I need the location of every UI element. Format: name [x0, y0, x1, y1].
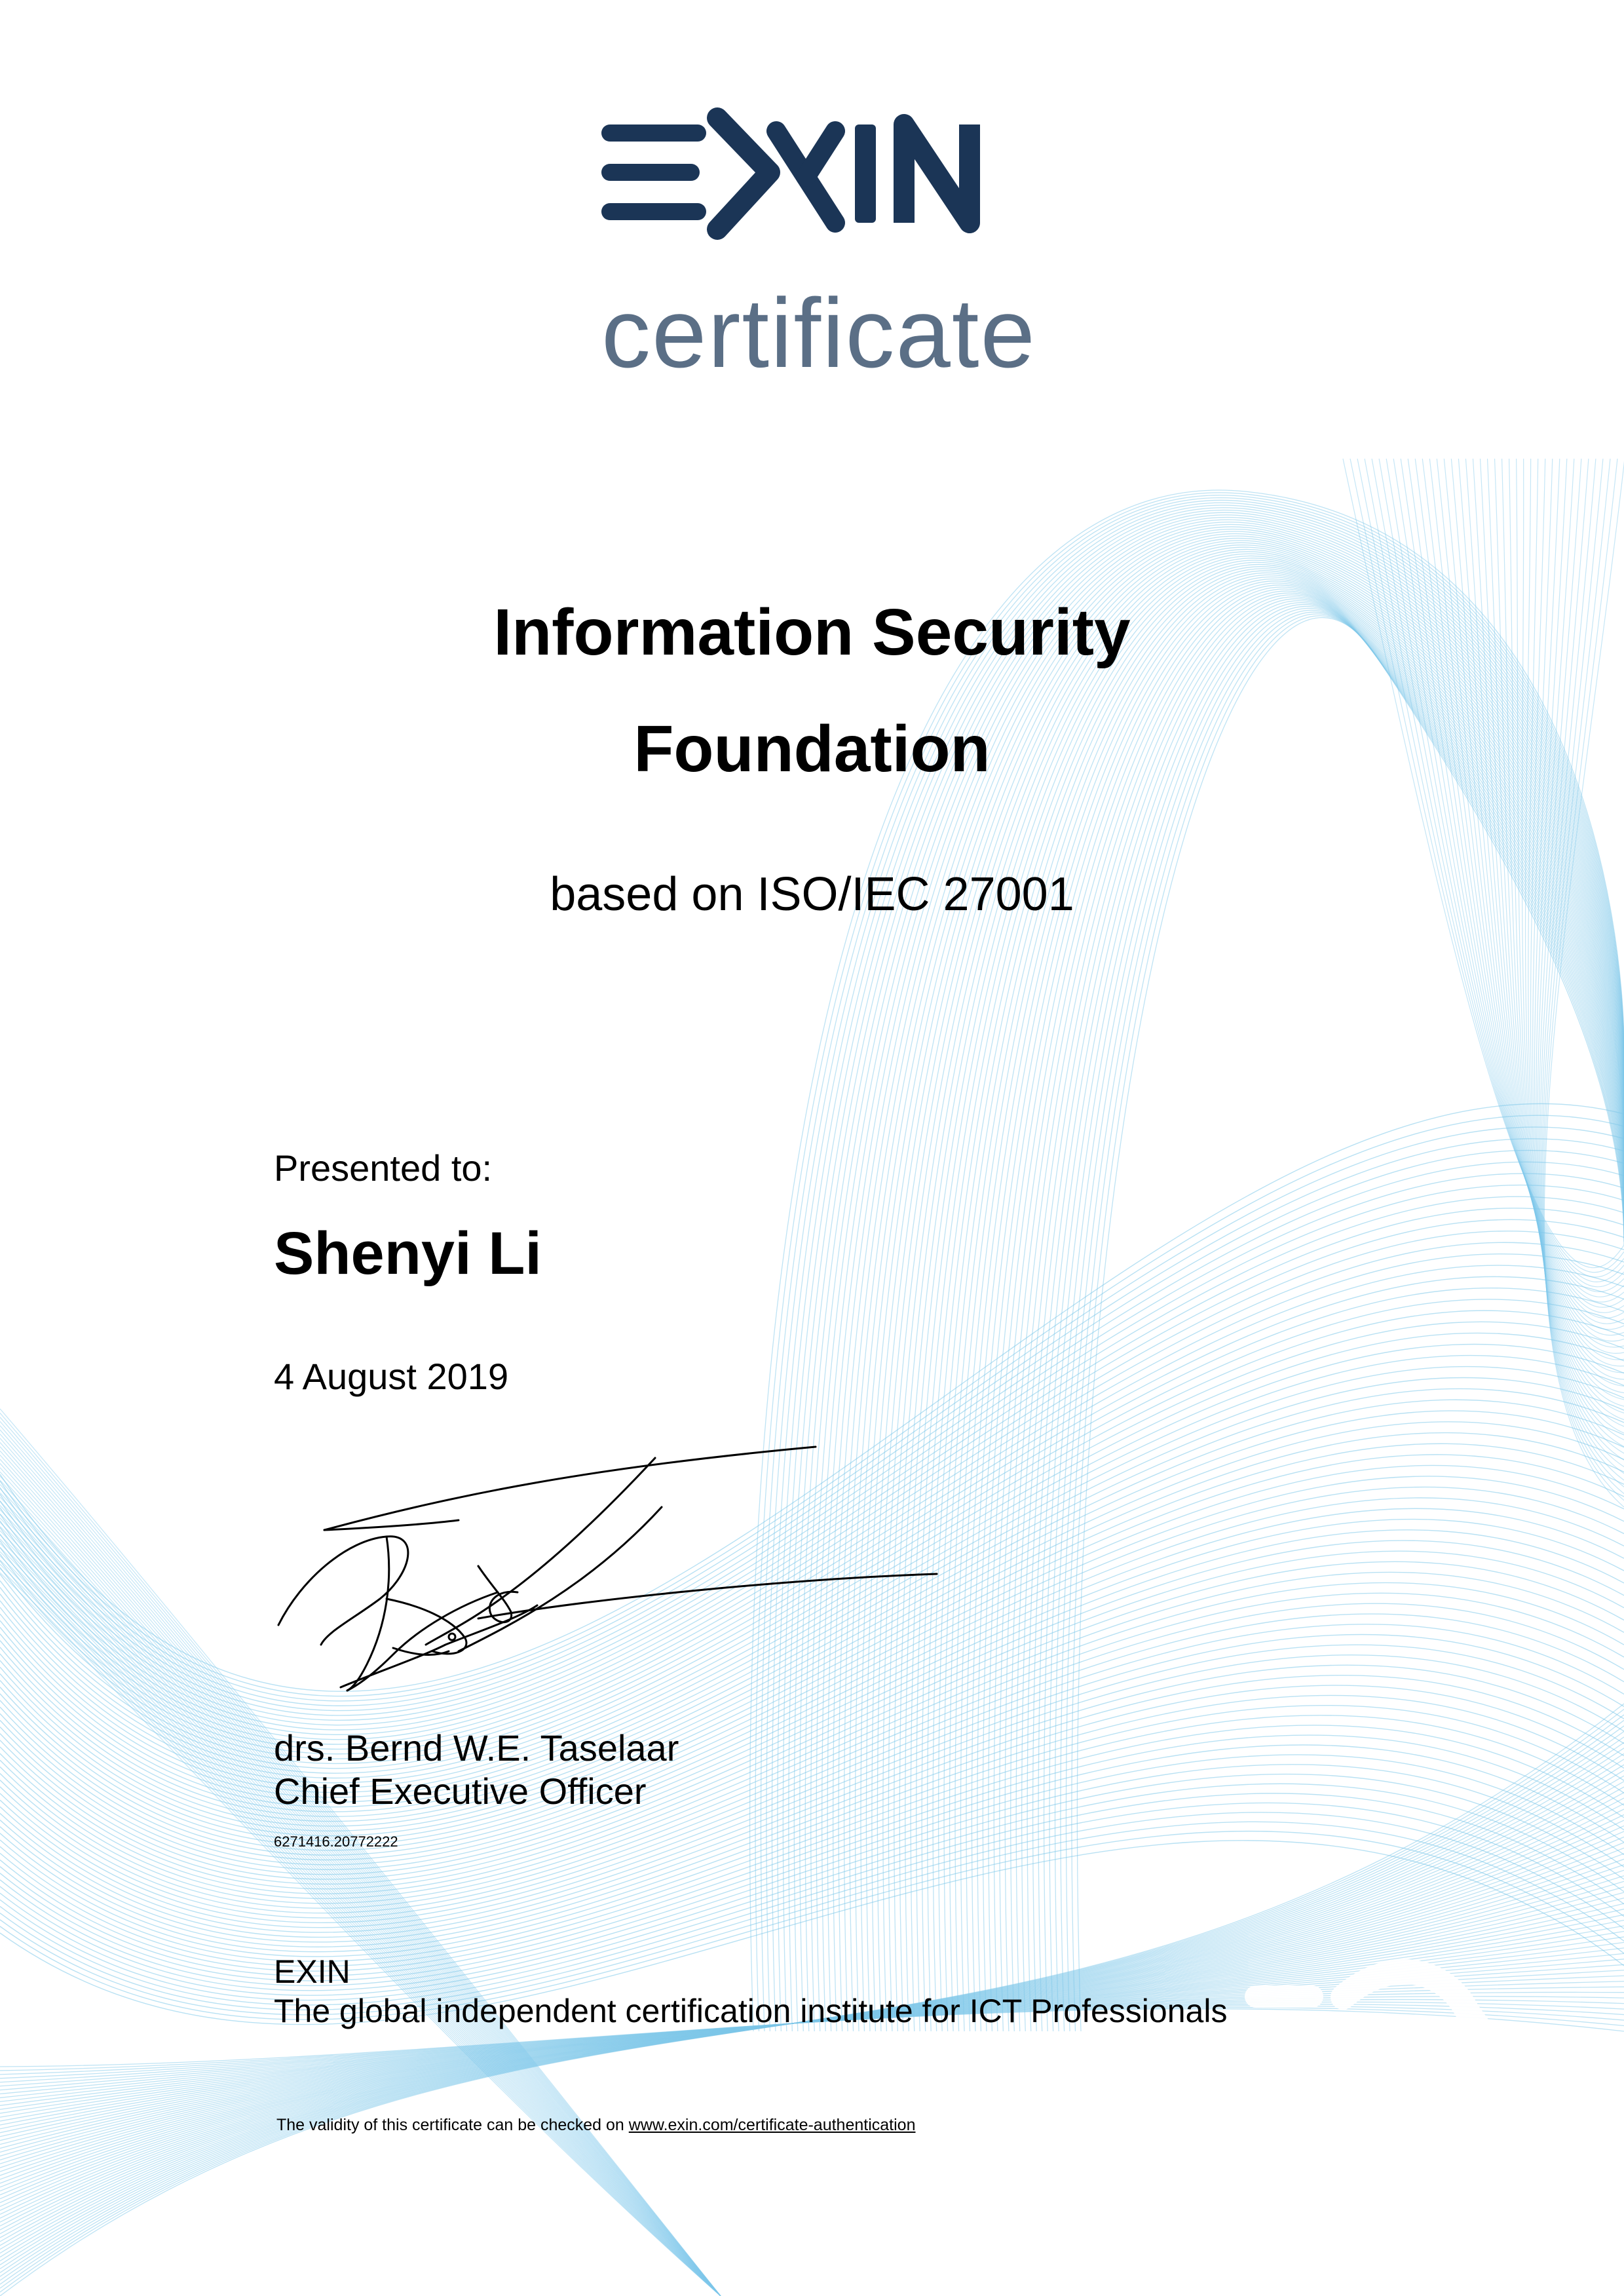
certificate-date: 4 August 2019	[274, 1356, 509, 1397]
signatory-name: drs. Bernd W.E. Taselaar	[274, 1727, 679, 1769]
signature-image	[262, 1428, 956, 1723]
organization-name: EXIN	[274, 1953, 350, 1990]
course-subtitle: based on ISO/IEC 27001	[550, 868, 1074, 921]
validity-text: The validity of this certificate can be checked on	[276, 2116, 629, 2134]
presented-to-label: Presented to:	[274, 1147, 493, 1189]
validity-note	[276, 2114, 915, 2135]
certificate-number: 6271416.20772222	[274, 1833, 398, 1850]
exin-arrow-watermark-icon	[1232, 1953, 1585, 2228]
exin-logo	[590, 98, 1048, 387]
recipient-name: Shenyi Li	[274, 1220, 542, 1287]
course-title-line-2: Foundation	[633, 712, 991, 786]
validity-link[interactable]: www.exin.com/certificate-authentication	[628, 2116, 916, 2134]
signatory-title: Chief Executive Officer	[274, 1770, 647, 1812]
organization-tagline: The global independent certification institute for ICT Professionals	[274, 1993, 1228, 2029]
logo-tagline: certificate	[601, 278, 1036, 387]
course-title-line-1: Information Security	[493, 596, 1131, 669]
